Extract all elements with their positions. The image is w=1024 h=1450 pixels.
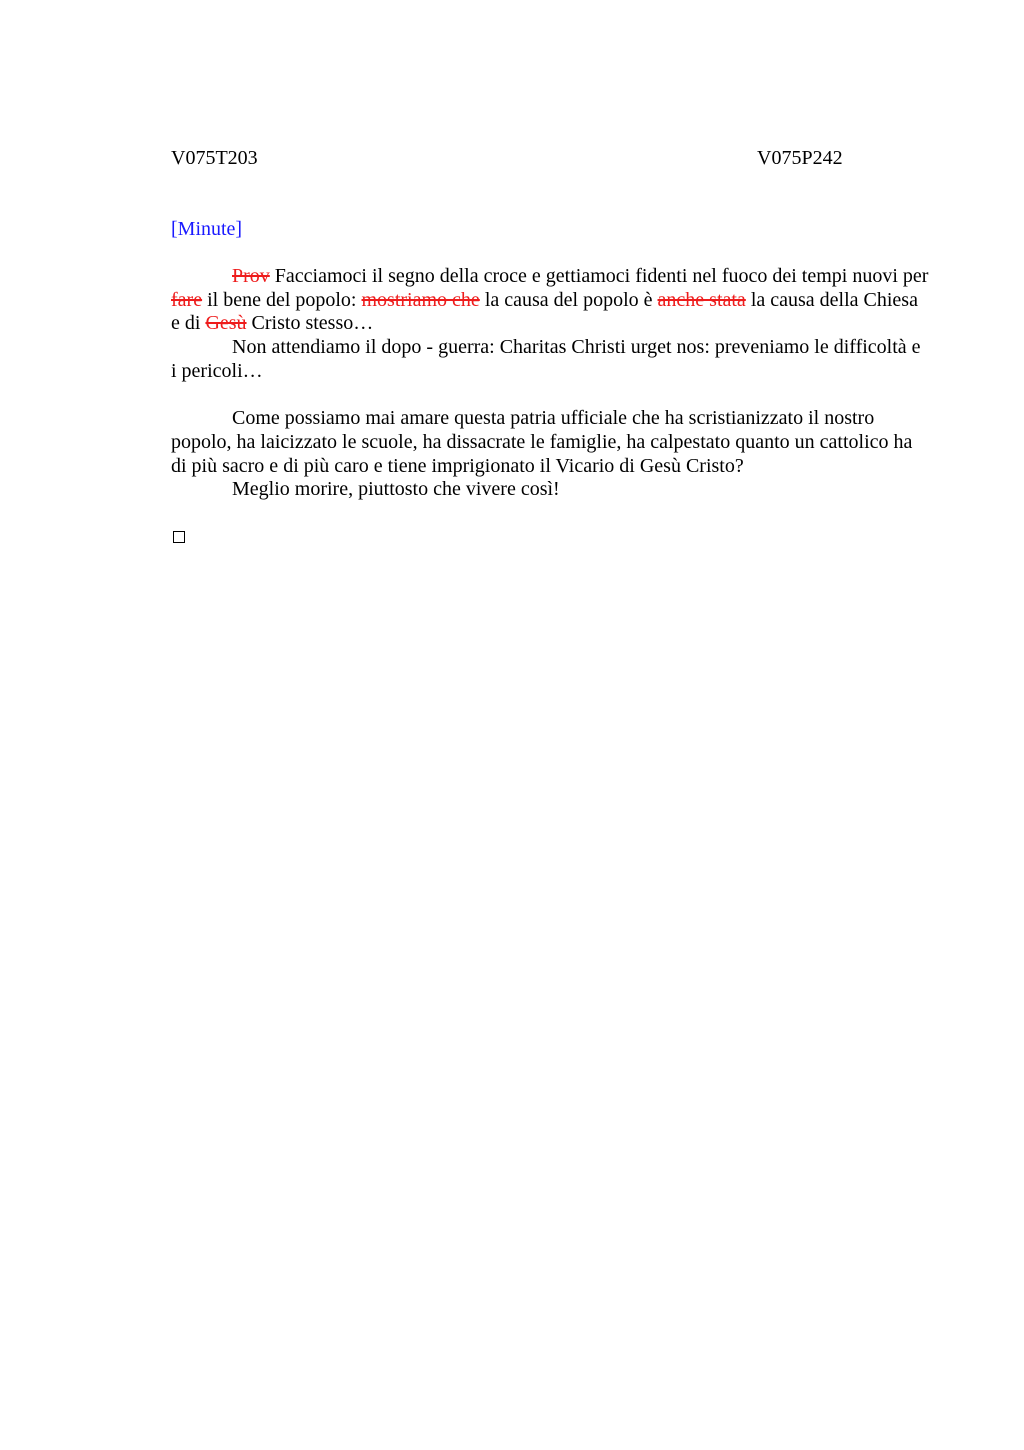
paragraph-1 — [171, 265, 931, 336]
deleted-text: anche stata — [657, 288, 746, 311]
paragraph-text: la causa del popolo è — [479, 288, 658, 311]
paragraph-2: Non attendiamo il dopo - guerra: Charitas Christi urget nos: preveniamo le difficoltà e i pericoli… — [171, 336, 921, 382]
paragraph-3: Come possiamo mai amare questa patria ufficiale che ha scristianizzato il nostro popolo, ha laicizzato le scuole, ha dissacrate le famiglie, ha calpestato quanto un cattolico ha di più sacro e di più caro e tiene imprigionato il Vicario di Gesù Cristo? — [171, 407, 913, 477]
document-code-left: V075T203 — [171, 147, 258, 169]
deleted-text: mostriamo che — [361, 288, 480, 311]
paragraph-text: la causa della Chiesa e di — [171, 288, 918, 335]
paragraph-text: il bene del popolo: — [202, 288, 362, 311]
section-label: [Minute] — [171, 218, 243, 240]
paragraph-4: Meglio morire, piuttosto che vivere così! — [232, 478, 560, 501]
document-code-right: V075P242 — [757, 147, 843, 169]
paragraph-text: Cristo stesso… — [246, 312, 374, 335]
document-body — [171, 265, 931, 502]
deleted-text: Gesù — [205, 312, 247, 335]
paragraph-text: Facciamoci il segno della croce e gettiamoci fidenti nel fuoco dei tempi nuovi per — [269, 265, 929, 287]
deleted-text: Prov — [232, 265, 270, 287]
checkbox-square-icon — [173, 531, 185, 543]
deleted-text: fare — [171, 288, 203, 311]
